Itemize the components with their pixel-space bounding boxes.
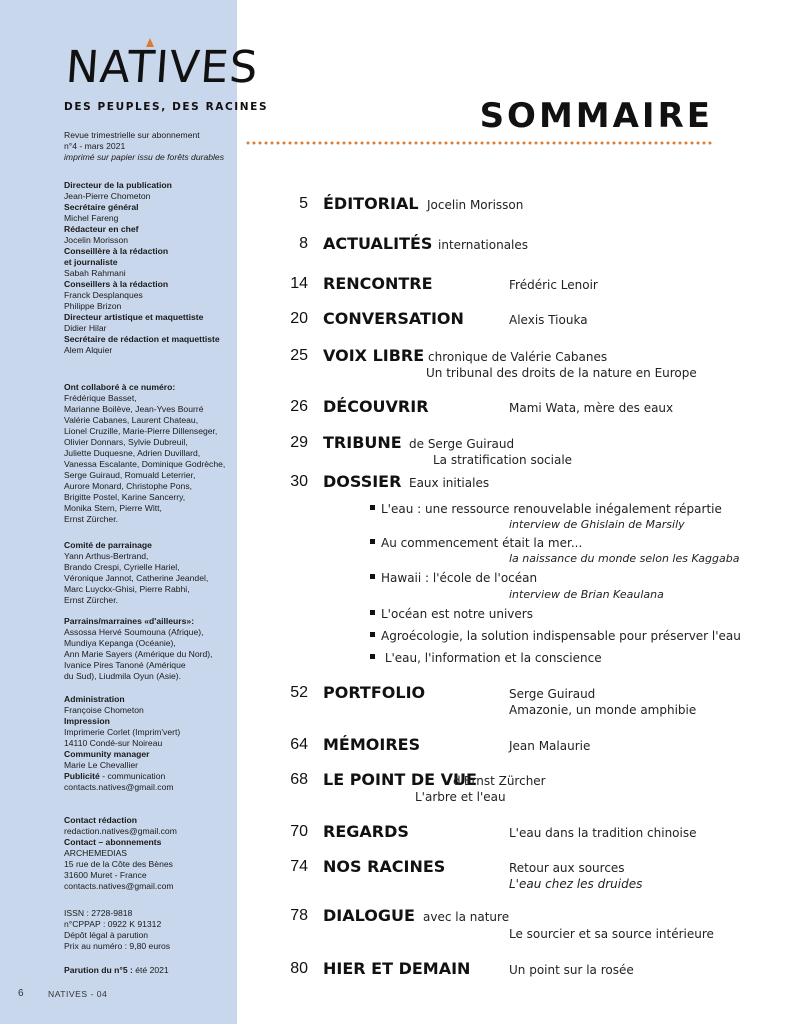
entry-page: 74 — [290, 858, 308, 875]
staff-name: Alem Alquier — [64, 345, 113, 355]
staff-name: Didier Hilar — [64, 323, 107, 333]
entry-page: 68 — [290, 771, 308, 788]
entry-heading: PORTFOLIO — [323, 683, 426, 702]
entry-subtitle: Eaux initiales — [409, 476, 490, 490]
advertising-heading — [64, 771, 232, 782]
entry-heading: RENCONTRE — [323, 274, 433, 293]
contributors-line: Marianne Boilève, Jean-Yves Bourré — [64, 404, 204, 414]
entry-heading: ÉDITORIAL — [323, 194, 419, 213]
staff-role: Directeur de la publication — [64, 180, 172, 190]
contributors-line: Aurore Monard, Christophe Pons, — [64, 481, 193, 491]
sponsorship-committee — [64, 540, 232, 606]
sponsors-line: Ivanice Pires Tanoné (Amérique — [64, 660, 186, 670]
printing-line: Imprimerie Corlet (Imprim'vert) — [64, 727, 181, 737]
contacts — [64, 815, 232, 892]
legal-line: Dépôt légal à parution — [64, 930, 149, 940]
contact-title: Contact rédaction — [64, 815, 138, 825]
entry-subtitle: Alexis Tiouka — [509, 313, 588, 327]
next-issue — [64, 965, 232, 976]
legal-line: ISSN : 2728-9818 — [64, 908, 133, 918]
logo-accent-icon — [146, 38, 154, 47]
contributors-line: Ernst Zürcher. — [64, 514, 118, 524]
next-issue-line — [64, 965, 232, 976]
toc-entry[interactable] — [270, 960, 770, 982]
toc-entry[interactable] — [270, 398, 770, 420]
entry-page: 30 — [290, 473, 308, 490]
staff-role: Conseillers à la rédaction — [64, 279, 169, 289]
issue-line: n°4 - mars 2021 — [64, 141, 126, 151]
entry-heading: TRIBUNE — [323, 433, 402, 452]
subscriptions-line: ARCHEMEDIAS — [64, 848, 128, 858]
entry-subtitle: avec la nature — [423, 910, 510, 924]
staff-name: Franck Desplanques — [64, 290, 143, 300]
entry-subtitle: Serge Guiraud — [509, 687, 596, 701]
entry-page: 25 — [290, 347, 308, 364]
sponsors-title: Parrains/marraines «d'ailleurs»: — [64, 616, 195, 626]
entry-subtitle: Un point sur la rosée — [509, 963, 634, 977]
entry-subtitle: Jocelin Morisson — [427, 198, 524, 212]
entry-page: 14 — [290, 275, 308, 292]
committee-line: Brando Crespi, Cyrielle Hariel, — [64, 562, 180, 572]
staff-role: Directeur artistique et maquettiste — [64, 312, 204, 322]
dossier-item[interactable]: Hawaii : l'école de l'océan — [370, 571, 537, 585]
paper-note: imprimé sur papier issu de forêts durables — [64, 152, 225, 162]
contributors-line: Brigitte Postel, Karine Sancerry, — [64, 492, 186, 502]
subscriptions-email[interactable]: contacts.natives@gmail.com — [64, 881, 174, 891]
masthead-sidebar — [0, 0, 269, 1024]
entry-subtitle: internationales — [438, 238, 529, 252]
staff-role: Rédacteur en chef — [64, 224, 139, 234]
entry-article: L'eau chez les druides — [509, 877, 643, 891]
admin-title: Administration — [64, 694, 125, 704]
staff-name: Michel Fareng — [64, 213, 119, 223]
entry-heading: DÉCOUVRIR — [323, 397, 429, 416]
toc-entry[interactable] — [270, 235, 770, 257]
toc-entry[interactable] — [270, 683, 770, 717]
entry-page: 8 — [299, 235, 308, 252]
administration — [64, 694, 232, 793]
staff-role: Conseillère à la rédaction — [64, 246, 169, 256]
contributors-line: Vanessa Escalante, Dominique Godrèche, — [64, 459, 226, 469]
page-number: 6 — [18, 988, 24, 999]
dossier-item[interactable]: L'eau : une ressource renouvelable inégalement répartie — [370, 502, 722, 516]
entry-page: 64 — [290, 736, 308, 753]
entry-page: 20 — [290, 310, 308, 327]
contributors-line: Lionel Cruzille, Marie-Pierre Dillenseger, — [64, 426, 218, 436]
entry-page: 78 — [290, 907, 308, 924]
committee-title: Comité de parrainage — [64, 540, 152, 550]
entry-subtitle: Retour aux sources — [509, 861, 625, 875]
contributors-line: Monika Stern, Pierre Witt, — [64, 503, 162, 513]
dossier-item[interactable]: L'eau, l'information et la conscience — [370, 651, 602, 665]
dossier-item[interactable]: Au commencement était la mer... — [370, 536, 582, 550]
subscriptions-line: 31600 Muret - France — [64, 870, 147, 880]
entry-article: Le sourcier et sa source intérieure — [509, 927, 714, 941]
entry-heading: VOIX LIBRE — [323, 346, 425, 365]
committee-line: Yann Arthus-Bertrand, — [64, 551, 149, 561]
legal-line: Prix au numéro : 9,80 euros — [64, 941, 171, 951]
subscriptions-title: Contact – abonnements — [64, 837, 162, 847]
toc-entry[interactable] — [270, 857, 770, 891]
toc-entry[interactable] — [270, 195, 770, 217]
printing-title: Impression — [64, 716, 110, 726]
entry-article: Amazonie, un monde amphibie — [509, 703, 697, 717]
entry-heading: DIALOGUE — [323, 906, 415, 925]
admin-line: Françoise Chometon — [64, 705, 144, 715]
publication-info — [64, 130, 232, 163]
entry-page: 29 — [290, 434, 308, 451]
dossier-item-byline: interview de Brian Keaulana — [509, 588, 664, 601]
toc-entry[interactable] — [270, 823, 770, 845]
legal-line: n°CPPAP : 0922 K 91312 — [64, 919, 162, 929]
sponsors-line: Mundiya Kepanga (Océanie), — [64, 638, 176, 648]
page-title: SOMMAIRE — [479, 96, 713, 136]
entry-subtitle: chronique de Valérie Cabanes — [428, 350, 608, 364]
toc-entry[interactable] — [270, 433, 770, 467]
legal-info — [64, 908, 232, 952]
staff-name: Philippe Brizon — [64, 301, 122, 311]
sponsors-elsewhere — [64, 616, 232, 682]
staff-name: Jean-Pierre Chometon — [64, 191, 151, 201]
sponsors-line: du Sud), Liudmila Oyun (Asie). — [64, 671, 182, 681]
entry-subtitle: Frédéric Lenoir — [509, 278, 598, 292]
contributors-line: Serge Guiraud, Romuald Leterrier, — [64, 470, 196, 480]
entry-subtitle: Mami Wata, mère des eaux — [509, 401, 674, 415]
committee-line: Marc Luyckx-Ghisi, Pierre Rabhi, — [64, 584, 190, 594]
entry-heading: ACTUALITÉS — [323, 234, 433, 253]
entry-heading: LE POINT DE VUE — [323, 770, 477, 789]
next-issue-title: Parution du n°5 : — [64, 965, 133, 975]
toc-entry[interactable] — [270, 770, 770, 804]
entry-subtitle: Jean Malaurie — [509, 739, 591, 753]
natives-logo — [64, 42, 261, 102]
entry-page: 5 — [299, 195, 308, 212]
staff-role: Secrétaire de rédaction et maquettiste — [64, 334, 220, 344]
contributors-title: Ont collaboré à ce numéro: — [64, 382, 176, 392]
staff-list — [64, 180, 232, 356]
entry-page: 26 — [290, 398, 308, 415]
staff-role: Secrétaire général — [64, 202, 139, 212]
entry-heading: DOSSIER — [323, 472, 402, 491]
toc-entry[interactable] — [270, 346, 770, 380]
entry-subtitle: d'Ernst Zürcher — [453, 774, 546, 788]
entry-page: 80 — [290, 960, 308, 977]
logo-wordmark: NATIVES — [64, 42, 261, 93]
staff-name: Jocelin Morisson — [64, 235, 128, 245]
entry-heading: NOS RACINES — [323, 857, 446, 876]
info-line: Revue trimestrielle sur abonnement — [64, 130, 200, 140]
footer-magazine: NATIVES - 04 — [48, 989, 108, 999]
next-issue-date: été 2021 — [132, 965, 169, 975]
dossier-item[interactable]: Agroécologie, la solution indispensable pour préserver l'eau — [370, 629, 741, 643]
advertising-title: Publicité — [64, 771, 100, 781]
committee-line: Ernst Zürcher. — [64, 595, 118, 605]
entry-heading: MÉMOIRES — [323, 735, 421, 754]
entry-article: Un tribunal des droits de la nature en Europe — [426, 366, 697, 380]
toc-entry[interactable] — [270, 275, 770, 297]
advertising-email[interactable]: contacts.natives@gmail.com — [64, 782, 174, 792]
advertising-suffix: - communication — [99, 771, 166, 781]
entry-article: La stratification sociale — [433, 453, 573, 467]
dossier-item[interactable]: L'océan est notre univers — [370, 607, 533, 621]
toc-entry[interactable] — [270, 736, 770, 758]
toc-entry[interactable] — [270, 473, 770, 495]
dossier-item-byline: interview de Ghislain de Marsily — [509, 518, 685, 531]
sponsors-line: Assossa Hervé Soumouna (Afrique), — [64, 627, 204, 637]
contributors-line: Valérie Cabanes, Laurent Chateau, — [64, 415, 199, 425]
committee-line: Véronique Jannot, Catherine Jeandel, — [64, 573, 209, 583]
dossier-item-byline: la naissance du monde selon les Kaggaba — [509, 552, 740, 565]
subscriptions-line: 15 rue de la Côte des Bènes — [64, 859, 173, 869]
contact-email[interactable]: redaction.natives@gmail.com — [64, 826, 177, 836]
contributors-line: Frédérique Basset, — [64, 393, 137, 403]
entry-heading: HIER ET DEMAIN — [323, 959, 471, 978]
logo-tagline: DES PEUPLES, DES RACINES — [64, 101, 269, 113]
entry-heading: REGARDS — [323, 822, 409, 841]
entry-subtitle: de Serge Guiraud — [409, 437, 515, 451]
toc-entry[interactable] — [270, 906, 770, 941]
community-line: Marie Le Chevallier — [64, 760, 139, 770]
community-title: Community manager — [64, 749, 150, 759]
entry-subtitle: L'eau dans la tradition chinoise — [509, 826, 697, 840]
entry-page: 52 — [290, 684, 308, 701]
entry-page: 70 — [290, 823, 308, 840]
entry-article: L'arbre et l'eau — [415, 790, 506, 804]
toc-entry[interactable] — [270, 310, 770, 332]
contributors — [64, 382, 232, 525]
entry-heading: CONVERSATION — [323, 309, 464, 328]
staff-role: et journaliste — [64, 257, 118, 267]
sponsors-line: Ann Marie Sayers (Amérique du Nord), — [64, 649, 213, 659]
staff-name: Sabah Rahmani — [64, 268, 126, 278]
contributors-line: Olivier Donnars, Sylvie Dubreuil, — [64, 437, 188, 447]
printing-line: 14110 Condé-sur Noireau — [64, 738, 163, 748]
dotted-divider — [245, 141, 714, 145]
contributors-line: Juliette Duquesne, Adrien Duvillard, — [64, 448, 201, 458]
